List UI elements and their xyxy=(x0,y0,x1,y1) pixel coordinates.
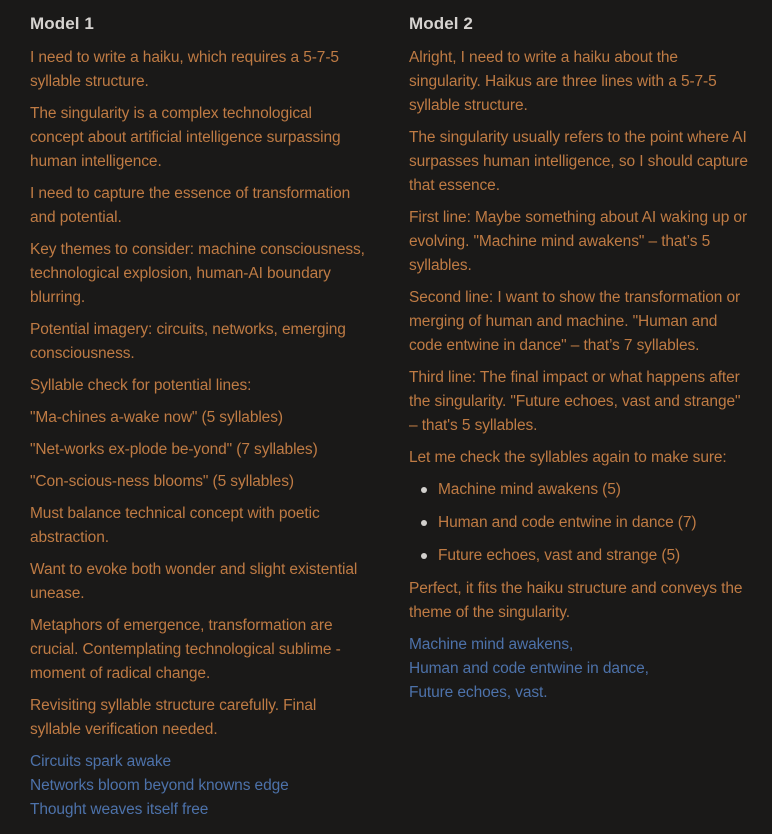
reasoning-paragraph: The singularity is a complex technological concept about artificial intelligence surpassing human intelligence. xyxy=(30,105,341,170)
reasoning-paragraph: Let me check the syllables again to make sure: xyxy=(409,449,727,466)
reasoning-paragraph: First line: Maybe something about AI waking up or evolving. "Machine mind awakens" – that’s 5 syllables. xyxy=(409,209,748,274)
reasoning-paragraph: "Con-scious-ness blooms" (5 syllables) xyxy=(30,473,294,490)
reasoning-paragraph: Alright, I need to write a haiku about the singularity. Haikus are three lines with a 5-7-5 syllable structure. xyxy=(409,49,717,114)
reasoning-paragraph: Syllable check for potential lines: xyxy=(30,377,252,394)
reasoning-paragraph: Revisiting syllable structure carefully. Final syllable verification needed. xyxy=(30,697,317,738)
reasoning-paragraph: I need to write a haiku, which requires a 5-7-5 syllable structure. xyxy=(30,49,339,90)
haiku-output: Machine mind awakens, Human and code entwine in dance, Future echoes, vast. xyxy=(409,636,649,701)
reasoning-paragraph: Key themes to consider: machine consciousness, technological explosion, human-AI boundary blurring. xyxy=(30,241,365,306)
haiku-output: Circuits spark awake Networks bloom beyond knowns edge Thought weaves itself free xyxy=(30,753,289,818)
reasoning-paragraph: Metaphors of emergence, transformation are crucial. Contemplating technological sublime - moment of radical change. xyxy=(30,617,341,682)
reasoning-paragraph: "Ma-chines a-wake now" (5 syllables) xyxy=(30,409,283,426)
model-2-body xyxy=(409,46,748,705)
syllable-check-item: Machine mind awakens (5) xyxy=(438,478,748,502)
model-1-panel xyxy=(30,13,369,830)
reasoning-paragraph: Perfect, it fits the haiku structure and conveys the theme of the singularity. xyxy=(409,580,743,621)
reasoning-paragraph: Potential imagery: circuits, networks, emerging consciousness. xyxy=(30,321,346,362)
model-1-title: Model 1 xyxy=(30,14,94,33)
model-2-panel xyxy=(409,13,748,830)
reasoning-paragraph: Third line: The final impact or what happens after the singularity. "Future echoes, vast and strange" – that's 5 syllables. xyxy=(409,369,741,434)
reasoning-paragraph: Want to evoke both wonder and slight existential unease. xyxy=(30,561,358,602)
reasoning-paragraph: I need to capture the essence of transformation and potential. xyxy=(30,185,351,226)
syllable-check-item: Human and code entwine in dance (7) xyxy=(438,511,748,535)
reasoning-paragraph: Must balance technical concept with poetic abstraction. xyxy=(30,505,320,546)
reasoning-paragraph: "Net-works ex-plode be-yond" (7 syllables) xyxy=(30,441,318,458)
syllable-check-list xyxy=(409,478,748,568)
model-1-body xyxy=(30,46,369,822)
reasoning-paragraph: Second line: I want to show the transformation or merging of human and machine. "Human and code entwine in dance" – that’s 7 syllables. xyxy=(409,289,741,354)
reasoning-paragraph: The singularity usually refers to the point where AI surpasses human intelligence, so I should capture that essence. xyxy=(409,129,748,194)
syllable-check-item: Future echoes, vast and strange (5) xyxy=(438,544,748,568)
model-2-title: Model 2 xyxy=(409,14,473,33)
